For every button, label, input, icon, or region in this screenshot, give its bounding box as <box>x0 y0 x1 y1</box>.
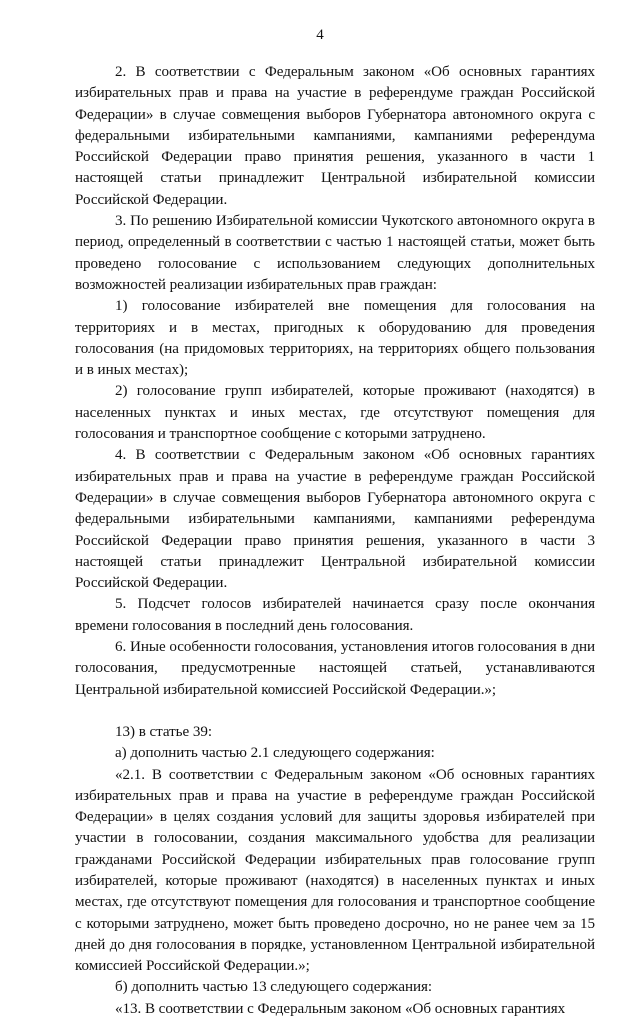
list-item: 2) голосование групп избирателей, которые проживают (находятся) в населенных пунктах и иных местах, где отсутствуют помещения для голосования и транспортное сообщение с которыми затруднено. <box>75 383 595 443</box>
list-item: а) дополнить частью 2.1 следующего содержания: <box>115 745 435 762</box>
page-number: 4 <box>316 27 324 43</box>
paragraph: 3. По решению Избирательной комиссии Чукотского автономного округа в период, определенный в соответствии с частью 1 настоящей статьи, может быть проведено голосование с использованием следующих дополнительных возможностей реализации избирательных прав граждан: <box>75 213 595 293</box>
section-heading: 13) в статье 39: <box>115 723 213 740</box>
quoted-paragraph: «13. В соответствии с Федеральным законом «Об основных гарантиях <box>115 1000 566 1017</box>
paragraph: 6. Иные особенности голосования, установления итогов голосования в дни голосования, предусмотренные настоящей статьей, устанавливаются Центральной избирательной комиссией Российской Федерации.»; <box>75 639 595 698</box>
quoted-paragraph: «2.1. В соответствии с Федеральным законом «Об основных гарантиях избирательных прав и права на участие в референдуме граждан Российской Федерации» в целях создания условий для защиты здоровья избирателей при участии в голосовании, создания максимального удобства для реализации гражданами Российской Федерации избирательных прав голосование групп избирателей, которые проживают (находятся) в населенных пунктах и иных местах, где отсутствуют помещения для голосования и транспортное сообщение с которыми затруднено, может быть проведено досрочно, но не ранее чем за 15 дней до дня голосования в порядке, установленном Центральной избирательной комиссией Российской Федерации.»; <box>75 766 595 975</box>
document-body <box>75 62 595 1020</box>
paragraph: 2. В соответствии с Федеральным законом «Об основных гарантиях избирательных прав и права на участие в референдуме граждан Российской Федерации» в случае совмещения выборов Губернатора автономного округа с федеральными избирательными кампаниями, кампаниями референдума Российской Федерации право принятия решения, указанного в части 1 настоящей статьи принадлежит Центральной избирательной комиссии Российской Федерации. <box>75 64 595 208</box>
paragraph: 4. В соответствии с Федеральным законом «Об основных гарантиях избирательных прав и права на участие в референдуме граждан Российской Федерации» в случае совмещения выборов Губернатора автономного округа с федеральными избирательными кампаниями, кампаниями референдума Российской Федерации право принятия решения, указанного в части 3 настоящей статьи принадлежит Центральной избирательной комиссии Российской Федерации. <box>75 447 595 592</box>
list-item: 1) голосование избирателей вне помещения для голосования на территориях и в местах, пригодных к оборудованию для проведения голосования (на придомовых территориях, на территориях общего пользования и в иных местах); <box>75 298 595 379</box>
list-item: б) дополнить частью 13 следующего содержания: <box>115 979 433 996</box>
paragraph: 5. Подсчет голосов избирателей начинается сразу после окончания времени голосования в последний день голосования. <box>75 596 595 634</box>
